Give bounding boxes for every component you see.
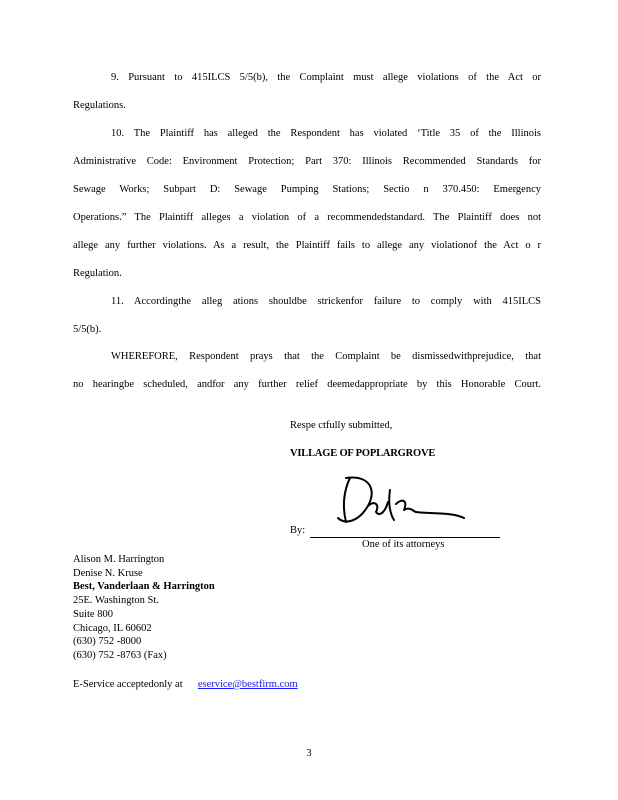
city-state-zip: Chicago, IL 60602: [73, 622, 152, 634]
paragraph-9: [73, 64, 541, 120]
attorney-name-2: Denise N. Kruse: [73, 567, 143, 579]
closing-text: Respe ctfully submitted,: [290, 420, 393, 431]
paragraph-11-line-2: 5/5(b).: [73, 324, 102, 335]
firm-name: Best, Vanderlaan & Harrington: [73, 581, 215, 593]
street-address: 25E. Washington St.: [73, 595, 159, 607]
wherefore-clause: [73, 343, 541, 399]
signature-line: [310, 537, 500, 538]
paragraph-9-line-1: 9. Pursuant to 415ILCS 5/5(b), the Complaint must allege violations of the Act or: [111, 72, 541, 83]
wherefore-line-2: no hearingbe scheduled, andfor any further relief deemedappropriate by this Honorable Court.: [73, 379, 541, 390]
paragraph-11: [73, 288, 541, 344]
eservice-label: E-Service acceptedonly at: [73, 679, 183, 690]
phone-number: (630) 752 -8000: [73, 636, 142, 648]
eservice-email-link[interactable]: eservice@bestfirm.com: [197, 679, 298, 690]
attorney-name-1: Alison M. Harrington: [73, 554, 165, 565]
paragraph-10-line-6: Regulation.: [73, 268, 122, 279]
eservice-line: [73, 679, 324, 690]
paragraph-10-line-1: 10. The Plaintiff has alleged the Respondent has violated ‘Title 35 of the Illinois: [111, 128, 541, 139]
paragraph-11-line-1: 11. Accordingthe alleg ations shouldbe strickenfor failure to comply with 415ILCS: [111, 296, 541, 307]
fax-number: (630) 752 -8763 (Fax): [73, 649, 167, 661]
suite: Suite 800: [73, 608, 113, 620]
entity-name: VILLAGE OF POPLARGROVE: [290, 448, 436, 459]
paragraph-10: [73, 120, 541, 288]
by-label: By:: [290, 525, 306, 536]
signatory-role: One of its attorneys: [362, 539, 445, 550]
attorney-address-block: [73, 553, 215, 663]
wherefore-line-1: WHEREFORE, Respondent prays that the Complaint be dismissedwithprejudice, that: [111, 351, 541, 362]
paragraph-9-line-2: Regulations.: [73, 100, 126, 111]
paragraph-10-line-2: Administrative Code: Environment Protection; Part 370: Illinois Recommended Standards for: [73, 156, 541, 167]
paragraph-10-line-5: allege any further violations. As a result, the Plaintiff fails to allege any violationof the Act o r: [73, 240, 541, 251]
paragraph-10-line-3: Sewage Works; Subpart D: Sewage Pumping Stations; Sectio n 370.450: Emergency: [73, 184, 541, 195]
page-number: 3: [306, 748, 312, 759]
handwritten-signature: [328, 470, 478, 530]
paragraph-10-line-4: Operations.” The Plaintiff alleges a violation of a recommendedstandard. The Plaintiff does not: [73, 212, 541, 223]
